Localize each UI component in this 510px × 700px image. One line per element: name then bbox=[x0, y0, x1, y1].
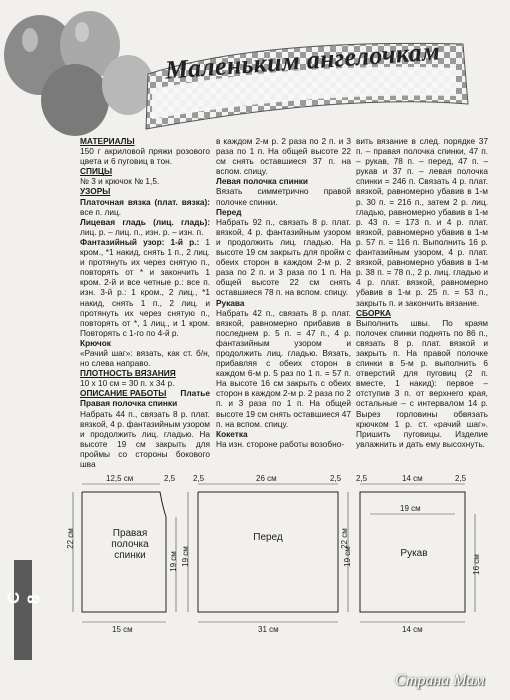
stockinette-text: лиц. р. – лиц. п., изн. р. – изн. п. bbox=[80, 226, 204, 237]
fancy-pattern-text: 1 кром., *1 накид, снять 1 п., 2 лиц. и протянуть их через снятую п., повторять от * и закончить 1 кром. 2-й и все четные р.: все п. изн. 3-й р.: 1 кром., 2 лиц., *1 накид, снять 1 п., 2 лиц. и протянуть их через снятую п., повторять от *, 1 лиц., и 1 кром. Повторять с 1-го по 4-й р. bbox=[80, 236, 210, 338]
stockinette-name: Лицевая гладь (лиц. гладь): bbox=[80, 216, 210, 227]
back-label-line3: спинки bbox=[114, 550, 146, 561]
garter-stitch-text: все п. лиц. bbox=[80, 206, 122, 217]
sleeve-piece-label: Рукав bbox=[400, 548, 428, 559]
materials-heading: МАТЕРИАЛЫ bbox=[80, 136, 135, 146]
back-label-line2: полочка bbox=[111, 539, 149, 550]
yoke-text: На изн. стороне работы возобно- bbox=[216, 438, 345, 449]
back-shoulder: 2,5 bbox=[164, 474, 176, 483]
sleeve-top-width: 14 см bbox=[402, 474, 423, 483]
left-back-text: Вязать симметрично правой полочке спинки. bbox=[216, 186, 351, 207]
assembly-heading: СБОРКА bbox=[356, 307, 391, 318]
front-shoulder-right: 2,5 bbox=[330, 474, 342, 483]
right-back-text: Набрать 44 п., связать 8 р. плат. вязкой, 4 р. фантазийным узором и продолжить лиц. гладью. На высоте 19 см закрыть для проймы со стороны бокового шва bbox=[80, 408, 210, 469]
sleeve-height: 19 см bbox=[342, 546, 352, 567]
sleeves-heading: Рукава bbox=[216, 297, 245, 308]
sleeve-lower-height: 16 см bbox=[471, 554, 481, 575]
text-column-1 bbox=[80, 136, 210, 469]
hook-heading: Крючок bbox=[80, 337, 111, 348]
sleeve-shoulder-right: 2,5 bbox=[455, 474, 467, 483]
sleeve-inner-width: 19 см bbox=[400, 504, 421, 513]
assembly-text: Выполнить швы. По краям полочек спинки поднять по 86 п., связать 8 р. плат. вязкой и закрыть п. На правой полочке спинки в 5-м р. выполнить 6 отверстий для пуговиц (2 п. вместе, 1 накид): первое – отступив 3 п. от верхнего края, остальные – с интервалом 14 р. Вырез горловины обвязать крючком 1 р. ст. «рачий шаг». Пришить пуговицы. Изделие увлажнить и дать ему высохнуть. bbox=[356, 317, 488, 449]
site-watermark: Страна Мам bbox=[395, 672, 485, 689]
front-height: 22 см bbox=[339, 528, 349, 549]
item-name: Платье bbox=[180, 388, 210, 399]
front-text: Набрать 92 п., связать 8 р. плат. вязкой, 4 р. фантазийным узором и продолжить лиц. гладью. На высоте 19 см закрыть для пройм с обеих сторон в каждом 2-м р. 2 раза по 2 п. и 3 раза по 1 п. На общей высоте 22 см снять оставшиеся 78 п. на вспом. спицу. bbox=[216, 216, 351, 298]
left-back-heading: Левая полочка спинки bbox=[216, 176, 308, 187]
column2-continuation: в каждом 2-м р. 2 раза по 2 п. и 3 раза по 1 п. На общей высоте 22 см снять оставшиеся 37 п. на вспом. спицу. bbox=[216, 136, 351, 177]
patterns-heading: УЗОРЫ bbox=[80, 186, 111, 197]
back-height: 22 см bbox=[65, 528, 75, 549]
text-column-3 bbox=[356, 136, 488, 449]
back-top-width: 12,5 см bbox=[106, 474, 134, 483]
sleeve-bottom-width: 14 см bbox=[402, 625, 423, 634]
garter-stitch-name: Платочная вязка (плат. вязка): bbox=[80, 196, 210, 207]
right-back-heading: Правая полочка спинки bbox=[80, 398, 178, 409]
sleeves-text: Набрать 42 п., связать 8 р. плат. вязкой, равномерно прибавив в последнем р. 5 п. = 47 п., 4 р. фантазийным узором и продолжить лиц. гладью. Вязать, прибавляя с обеих сторон в каждом 6-м р. 5 раз по 1 п. = 57 п. На высоте 16 см закрыть с обеих сторон в каждом 2-м р. 2 раза по 2 п. и 3 раза по 1 п. На общей высоте 19 см снять оставшиеся 47 п. на вспом. спицу. bbox=[216, 307, 351, 429]
description-heading: ОПИСАНИЕ РАБОТЫ bbox=[80, 388, 167, 399]
column3-continuation: вить вязание в след. порядке 37 п. – правая полочка спинки, 47 п. – рукав, 78 п. – перед, 47 п. – рукав и 37 п. – левая полочка спинки = 246 п. Связать 4 р. плат. вязкой, равномерно убавив в 1-м р. 30 п. = 216 п., затем 2 р. лиц. гладью, равномерно убавив в 1-м р. 43 п. = 173 п. и 4 р. плат. вязкой, равномерно убавив в 1-м р. 57 п. = 116 п. Выполнить 16 р. фантазийным узором, 4 р. плат. вязкой, равномерно убавив в 1-м р. 38 п. = 78 п., 2 р. лиц. гладью и 4 р. плат. вязкой, равномерно убавив в 1-м р. 25 п. = 53 п., закрыть п. и закончить вязание. bbox=[356, 136, 488, 308]
materials-text: 150 г акриловой пряжи розового цвета и 6 пуговиц в тон. bbox=[80, 146, 210, 167]
needles-heading: СПИЦЫ bbox=[80, 166, 113, 177]
fancy-pattern-name: Фантазийный узор: 1-й р.: bbox=[80, 236, 200, 247]
front-shoulder-left: 2,5 bbox=[193, 474, 205, 483]
front-piece-label: Перед bbox=[253, 532, 283, 543]
needles-text: № 3 и крючок № 1,5. bbox=[80, 176, 160, 187]
back-label-line1: Правая bbox=[112, 528, 148, 539]
gauge-text: 10 х 10 см = 30 п. х 34 р. bbox=[80, 378, 175, 389]
front-top-width: 26 см bbox=[256, 474, 277, 483]
sleeve-shoulder-left: 2,5 bbox=[356, 474, 368, 483]
front-heading: Перед bbox=[216, 206, 242, 217]
page-number: С 8 bbox=[4, 591, 43, 604]
gauge-heading: ПЛОТНОСТЬ ВЯЗАНИЯ bbox=[80, 368, 176, 379]
front-bottom-width: 31 см bbox=[258, 625, 279, 634]
page-number-tab bbox=[14, 560, 32, 660]
pattern-diagrams bbox=[65, 462, 490, 642]
back-bottom-width: 15 см bbox=[112, 625, 133, 634]
back-lower-height: 19 см bbox=[168, 551, 178, 572]
article-title: Маленьким ангелочкам bbox=[164, 36, 441, 85]
yoke-heading: Кокетка bbox=[216, 428, 248, 439]
hook-text: «Рачий шаг»: вязать, как ст. б/н, но слева направо. bbox=[80, 347, 210, 369]
front-lower-height: 19 см bbox=[180, 546, 190, 567]
back-piece-label bbox=[100, 528, 160, 561]
text-column-2 bbox=[216, 136, 351, 449]
